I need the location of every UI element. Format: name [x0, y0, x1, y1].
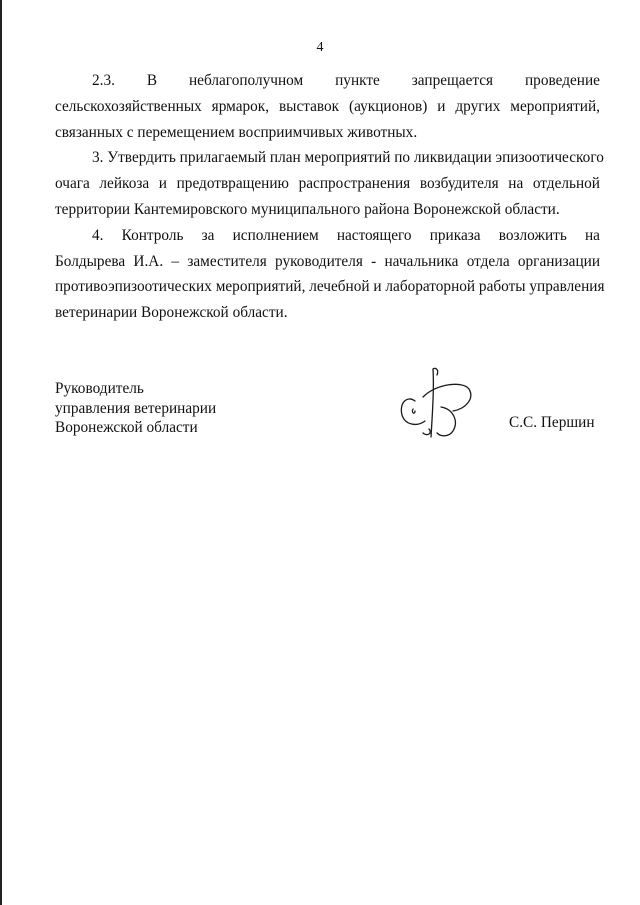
- word: на: [584, 226, 600, 244]
- paragraph-4: [55, 223, 605, 326]
- paragraph-line: территории Кантемировского муниципального района Воронежской области.: [55, 200, 560, 218]
- page-edge: [0, 0, 2, 905]
- paragraph-2-3: [55, 68, 600, 145]
- paragraph-3: [55, 145, 604, 222]
- word: приказа: [429, 226, 481, 244]
- word: возложить: [498, 226, 567, 244]
- paragraph-line: [55, 68, 600, 94]
- signer-position: [55, 379, 216, 438]
- signer-name: С.С. Першин: [509, 414, 595, 431]
- word: запрещается: [411, 72, 494, 89]
- paragraph-line: связанных с перемещением восприимчивых животных.: [55, 123, 418, 141]
- word: за: [201, 226, 215, 244]
- paragraph-line: противоэпизоотических мероприятий, лечебной и лабораторной работы управления: [55, 278, 605, 296]
- page-number: 4: [316, 40, 324, 55]
- word: настоящего: [336, 226, 412, 244]
- paragraph-line: ветеринарии Воронежской области.: [55, 304, 288, 322]
- paragraph-line: очага лейкоза и предотвращению распространения возбудителя на отдельной: [55, 175, 600, 193]
- document-body: [55, 68, 605, 326]
- word: 4.: [92, 226, 104, 244]
- word: исполнением: [232, 226, 319, 244]
- word: Контроль: [121, 226, 184, 244]
- word: В: [146, 72, 158, 89]
- position-line: Руководитель: [55, 380, 144, 397]
- word: неблагополучном: [189, 72, 304, 89]
- position-line: управления ветеринарии: [55, 399, 217, 417]
- paragraph-line: [55, 223, 600, 249]
- paragraph-line: сельскохозяйственных ярмарок, выставок (аукционов) и других мероприятий,: [55, 97, 600, 115]
- paragraph-line: Болдырева И.А. – заместителя руководителя - начальника отдела организации: [55, 252, 600, 270]
- handwritten-signature-icon: [393, 363, 481, 441]
- position-line: Воронежской области: [55, 419, 198, 436]
- word: пункте: [335, 72, 380, 89]
- word: проведение: [525, 72, 600, 89]
- word: 2.3.: [92, 72, 115, 89]
- paragraph-line: 3. Утвердить прилагаемый план мероприятий по ликвидации эпизоотического: [92, 149, 604, 167]
